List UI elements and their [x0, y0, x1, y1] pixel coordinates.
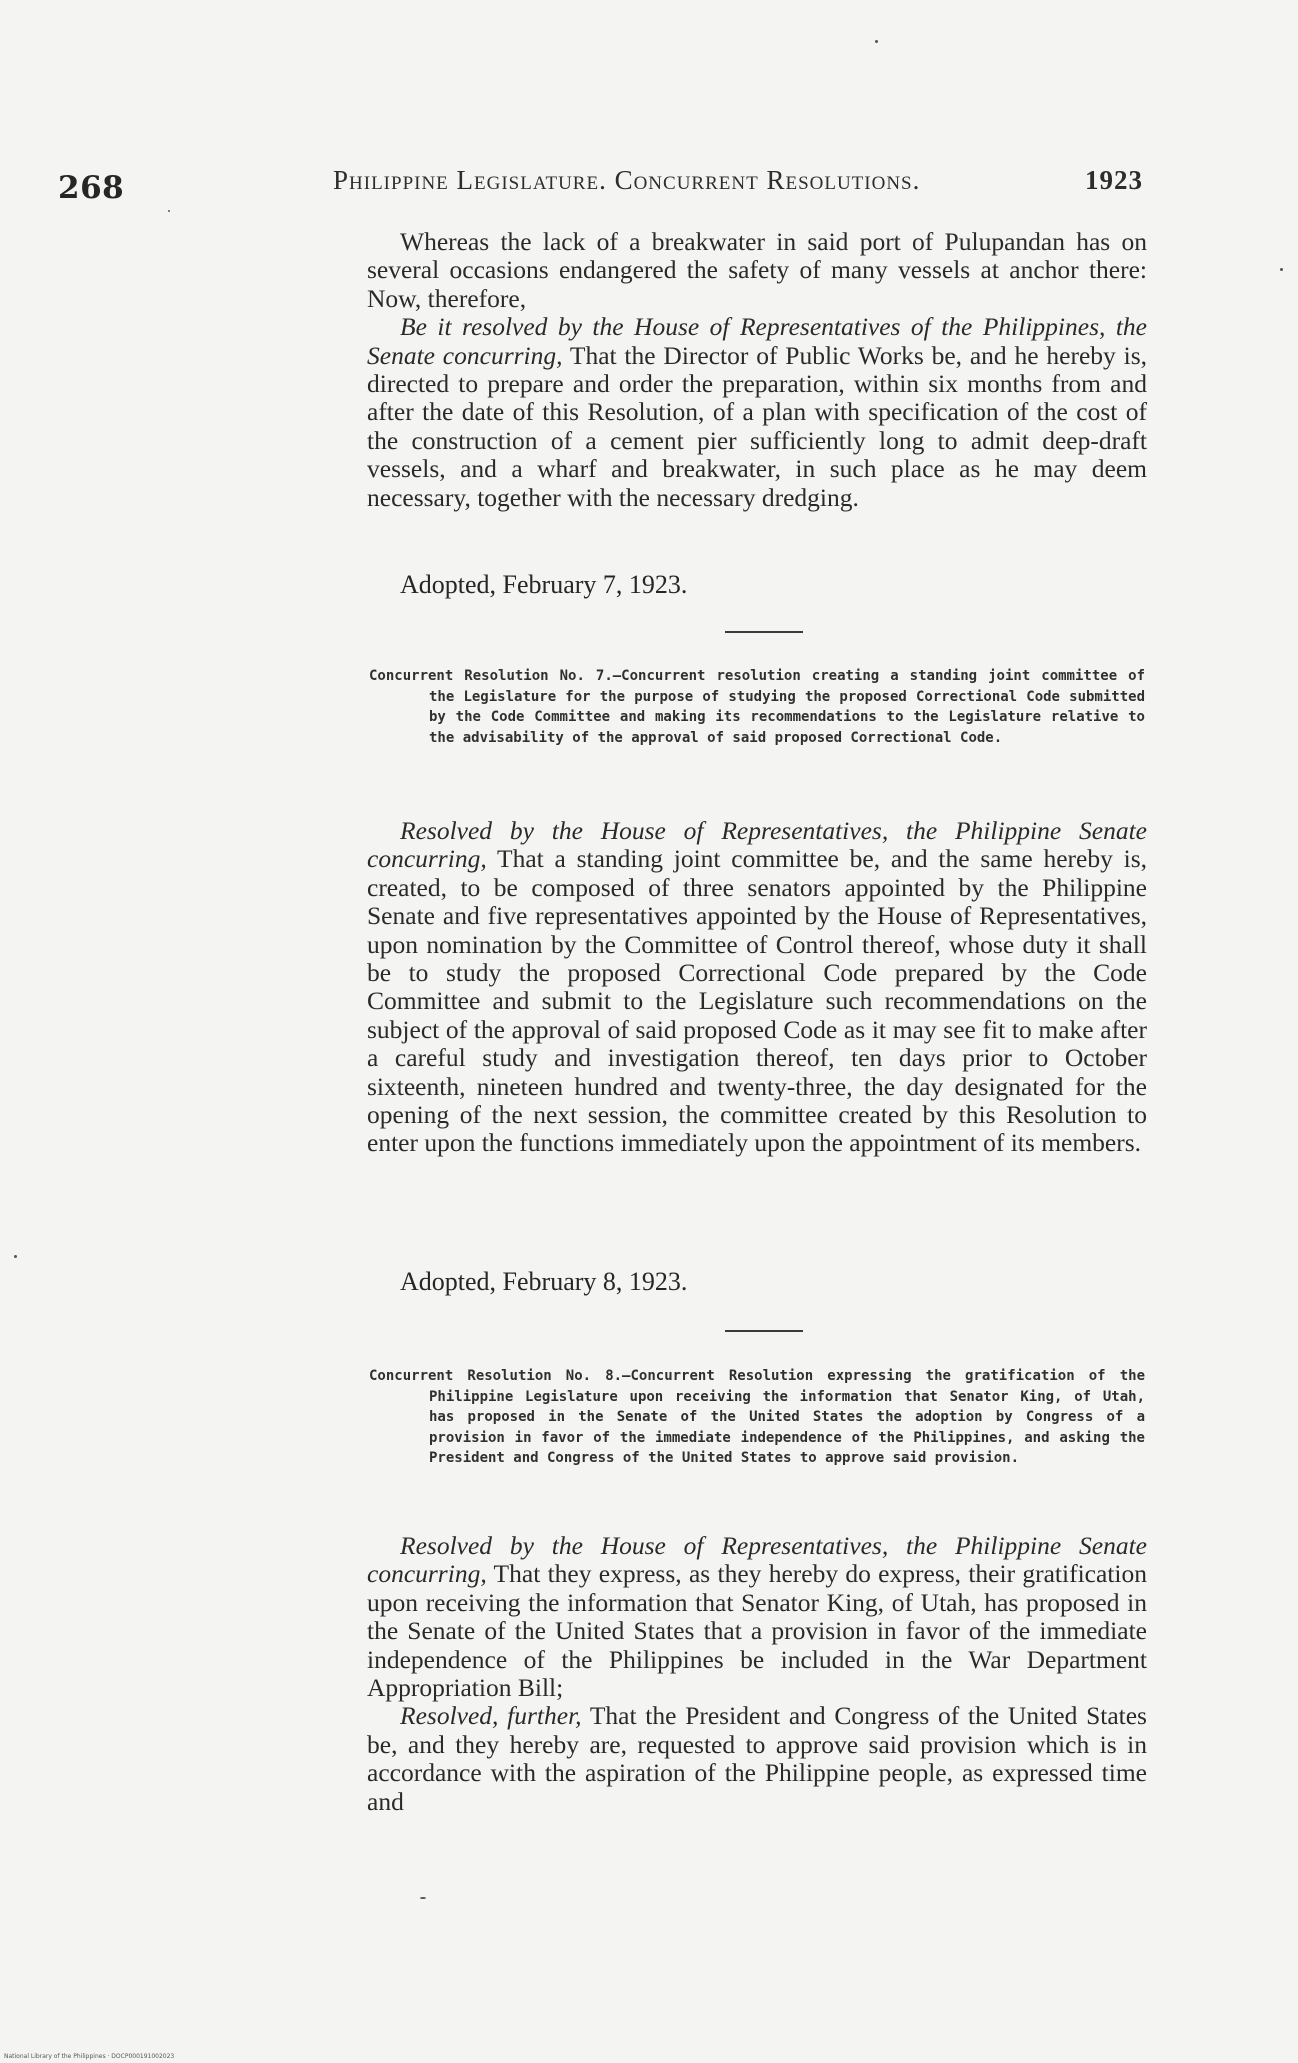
- resolved-text: That they express, as they hereby do express, their gratification upon receiving the information that Senator King, of Utah, has proposed in the Senate of the United States that a provision in favor of the immediate independence of the Philippines be included in the War Department Appropriation Bill;: [367, 1559, 1147, 1703]
- resolved-clause: Be it resolved by the House of Representatives of the Philippines, the Senate concurring,: [367, 312, 1147, 370]
- whereas-paragraph: Whereas the lack of a breakwater in said port of Pulupandan has on several occasions endangered the safety of many vessels at anchor there: Now, therefore,: [367, 227, 1147, 313]
- resolved-clause: Resolved by the House of Representatives, the Philippine Senate concurring,: [367, 1531, 1147, 1589]
- section1-body: [367, 228, 1147, 512]
- further-text: That the President and Congress of the United States be, and they hereby are, requested to approve said provision which is in accordance with the aspiration of the Philippine people, as expressed time and: [367, 1701, 1147, 1816]
- resolution-paragraph: [367, 1532, 1147, 1702]
- resolution-paragraph: [367, 313, 1147, 512]
- adopted-line: Adopted, February 8, 1923.: [400, 1267, 688, 1296]
- library-footer: National Library of the Philippines · DOCP000191002023: [4, 2053, 175, 2060]
- resolved-text: That the Director of Public Works be, and he hereby is, directed to prepare and order the preparation, within six months from and after the date of this Resolution, of a plan with specification of the cost of the construction of a cement pier sufficiently long to admit deep-draft vessels, and a wharf and breakwater, in such place as he may deem necessary, together with the necessary dredging.: [367, 340, 1147, 512]
- header-year: 1923: [1085, 165, 1143, 195]
- resolution-7-summary: Concurrent Resolution No. 7.—Concurrent resolution creating a standing joint committee of the Legislature for the purpose of studying the proposed Correctional Code submitted by the Code Committee and making its recommendations to the Legislature relative to the advisability of the approval of said proposed Correctional Code.: [369, 668, 1145, 746]
- scan-speck: [168, 210, 170, 212]
- scan-speck: [1280, 268, 1283, 271]
- scan-speck: [875, 40, 878, 43]
- further-clause: Resolved, further,: [400, 1701, 582, 1731]
- resolved-clause: Resolved by the House of Representatives, the Philippine Senate concurring,: [367, 816, 1147, 874]
- running-title: Philippine Legislature. Concurrent Resolutions.: [333, 165, 921, 195]
- further-paragraph: [367, 1702, 1147, 1816]
- scan-speck: [14, 1255, 17, 1258]
- resolution-paragraph: [367, 817, 1147, 1158]
- running-header: [333, 165, 1143, 196]
- page-number: 268: [58, 170, 125, 206]
- scan-speck: [420, 1897, 426, 1899]
- resolution-7-body: [367, 817, 1147, 1158]
- resolved-text: That a standing joint committee be, and the same hereby is, created, to be composed of three senators appointed by the Philippine Senate and five representatives appointed by the House of Representatives, upon nomination by the Committee of Control thereof, whose duty it shall be to study the proposed Correctional Code prepared by the Code Committee and submit to the Legislature such recommendations on the subject of the approval of said proposed Code as it may see fit to make after a careful study and investigation thereof, ten days prior to October sixteenth, nineteen hundred and twenty-three, the day designated for the opening of the next session, the committee created by this Resolution to enter upon the functions immediately upon the appointment of its members.: [367, 844, 1147, 1158]
- resolution-8-summary: Concurrent Resolution No. 8.—Concurrent Resolution expressing the gratification of the Philippine Legislature upon receiving the information that Senator King, of Utah, has proposed in the Senate of the United States the adoption by Congress of a provision in favor of the immediate independence of the Philippines, and asking the President and Congress of the United States to approve said provision.: [369, 1368, 1145, 1467]
- section-divider: [725, 1330, 803, 1332]
- section-divider: [725, 631, 803, 633]
- resolution-8-body: [367, 1532, 1147, 1816]
- adopted-line: Adopted, February 7, 1923.: [400, 570, 688, 599]
